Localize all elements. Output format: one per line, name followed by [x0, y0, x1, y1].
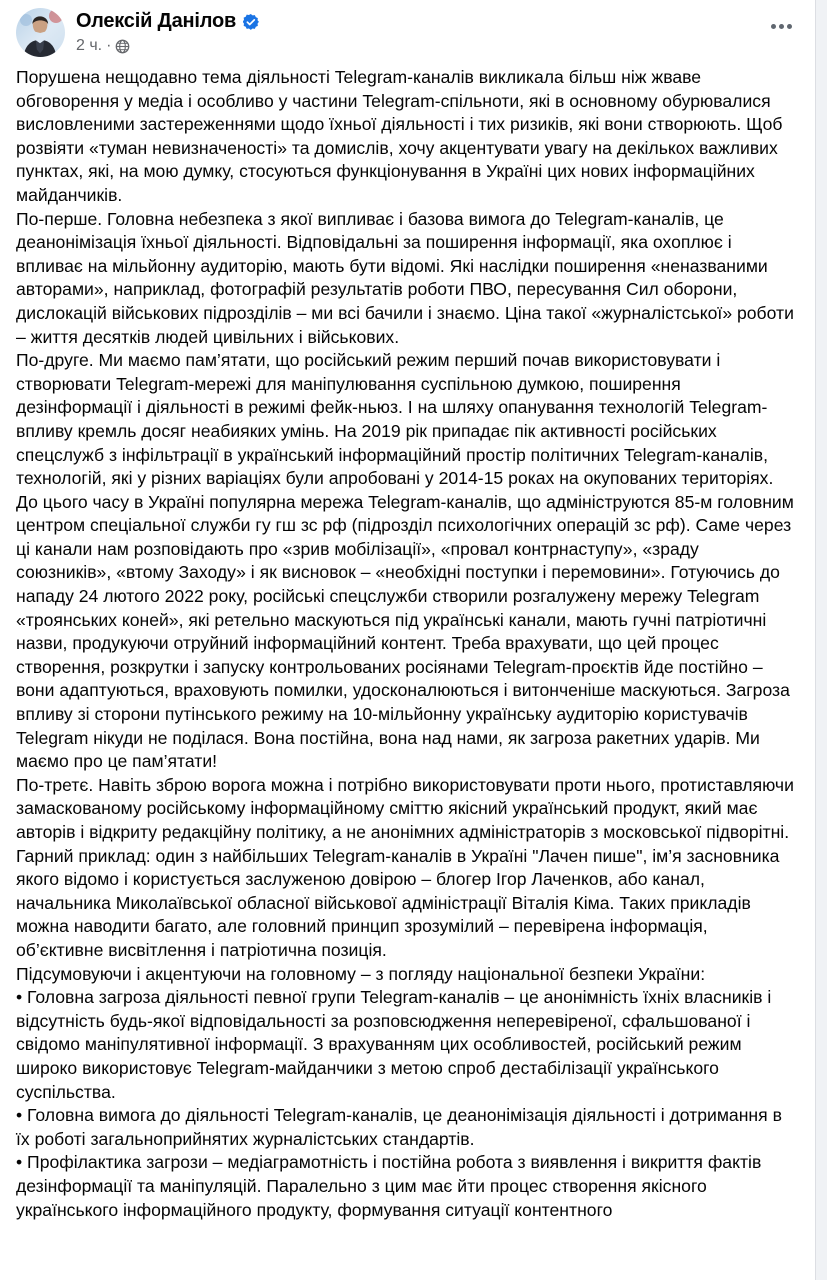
post-paragraph: По-друге. Ми маємо пам’ятати, що російський режим перший почав використовувати і створювати Telegram-мережі для маніпулювання суспільною думкою, поширення дезінформації і діяльності в режимі фейк-ньюз. І на шляху опанування технологій Telegram-впливу кремль досяг неабияких умінь. На 2019 рік припадає пік активності російських спецслужб з інфільтрації в український інформаційний простір політичних Telegram-каналів, технологій, які у різних варіаціях були апробовані у 2014-15 роках на окупованих територіях. До цього часу в Україні популярна мережа Telegram-каналів, що адмініструются 85-м головним центром спеціальної служби гу гш зс рф (підрозділ психологічних операцій зс рф). Саме через ці канали нам розповідають про «зрив мобілізації», «провал контрнаступу», «зраду союзників», «втому Заходу» і як висновок – «необхідні поступки і перемовини». Готуючись до нападу 24 лютого 2022 року, російські спецслужби створили розгалужену мережу Telegram «троянських коней», які ретельно маскуються під українські канали, мають гучні патріотичні назви, продукуючи отруйний інформаційний контент. Треба врахувати, що цей процес створення, розкрутки і запуску контрольованих росіянами Telegram-проєктів йде постійно – вони адаптуються, враховують помилки, удосконалюються і витонченіше маскуються. Загроза впливу зі сторони путінського режиму на 10-мільйонну українську аудиторію користувачів Telegram нікуди не поділася. Вона постійна, вона над нами, як загроза ракетних ударів. Ми маємо про це пам’ятати!	[16, 350, 794, 772]
page-gutter	[816, 0, 827, 1280]
post-header-text	[76, 8, 765, 56]
post-text	[16, 66, 797, 1222]
profile-photo-icon	[16, 8, 65, 57]
post-paragraph: Підсумовуючи і акцентуючи на головному – з погляду національної безпеки України:	[16, 963, 706, 984]
timestamp[interactable]: 2 ч.	[76, 37, 103, 54]
author-row	[76, 9, 765, 34]
meta-separator: ·	[106, 37, 112, 54]
more-options-icon	[771, 24, 776, 29]
post-meta	[76, 36, 765, 56]
author-name[interactable]: Олексій Данілов	[76, 10, 237, 32]
post-paragraph: • Головна вимога до діяльності Telegram-каналів, це деанонімізація діяльності і дотримання в їх роботі загальноприйнятих журналістських стандартів.	[16, 1105, 782, 1149]
globe-privacy-icon	[115, 39, 130, 54]
avatar[interactable]	[16, 8, 65, 57]
post-paragraph: • Головна загроза діяльності певної групи Telegram-каналів – це анонімність їхніх власників і відсутність будь-якої відповідальності за розповсюдження неперевіреної, сфальшованої і свідомо маніпулятивної інформації. З врахуванням цих особливостей, російський режим широко використовує Telegram-майданчики з метою спроб дестабілізації українського суспільства.	[16, 987, 772, 1102]
more-options-icon	[779, 24, 784, 29]
post-header	[16, 8, 798, 57]
post-paragraph: • Профілактика загрози – медіаграмотність і постійна робота з виявлення і викриття фактів дезінформації та маніпуляцій. Паралельно з цим має йти процес створення якісного українського інформаційного продукту, формування ситуації контентного	[16, 1152, 762, 1220]
more-options-button[interactable]	[765, 10, 798, 43]
post-paragraph: Порушена нещодавно тема діяльності Telegram-каналів викликала більш ніж жваве обговорення у медіа і особливо у частини Telegram-спільноти, які в основному обурювалися висловленими застереженнями щодо їхньої діяльності і тих ризиків, які вони створюють. Щоб розвіяти «туман невизначеності» та домислів, хочу акцентувати увагу на декількох важливих пунктах, які, на мою думку, стосуються функціонування в Україні цих нових інформаційних майданчиків.	[16, 67, 783, 205]
post-paragraph: По-перше. Головна небезпека з якої випливає і базова вимога до Telegram-каналів, це деанонімізація їхньої діяльності. Відповідальні за поширення інформації, яка охоплює і впливає на мільйонну аудиторію, мають бути відомі. Які наслідки поширення «неназваними авторами», наприклад, фотографій результатів роботи ПВО, пересування Сил оборони, дислокацій військових підрозділів – ми всі бачили і знаємо. Ціна такої «журналістської» роботи – життя десятків людей цивільних і військових.	[16, 208, 794, 347]
more-options-icon	[787, 24, 792, 29]
post-paragraph: По-третє. Навіть зброю ворога можна і потрібно використовувати проти нього, протиставляючи замаскованому російському інформаційному сміттю якісний український продукт, який має авторів і відкриту редакційну політику, а не анонімних адміністраторів з московської підворітні. Гарний приклад: один з найбільших Telegram-каналів в Україні "Лачен пише", ім’я засновника якого відомо і користується заслуженою довірою – блогер Ігор Лаченков, або канал, начальника Миколаївської обласної військової адміністрації Віталія Кіма. Таких прикладів можна наводити багато, але головний принцип зрозумілий – перевірена інформація, об’єктивне висвітлення і патріотична позиція.	[16, 774, 794, 960]
verified-badge-icon	[243, 14, 259, 30]
